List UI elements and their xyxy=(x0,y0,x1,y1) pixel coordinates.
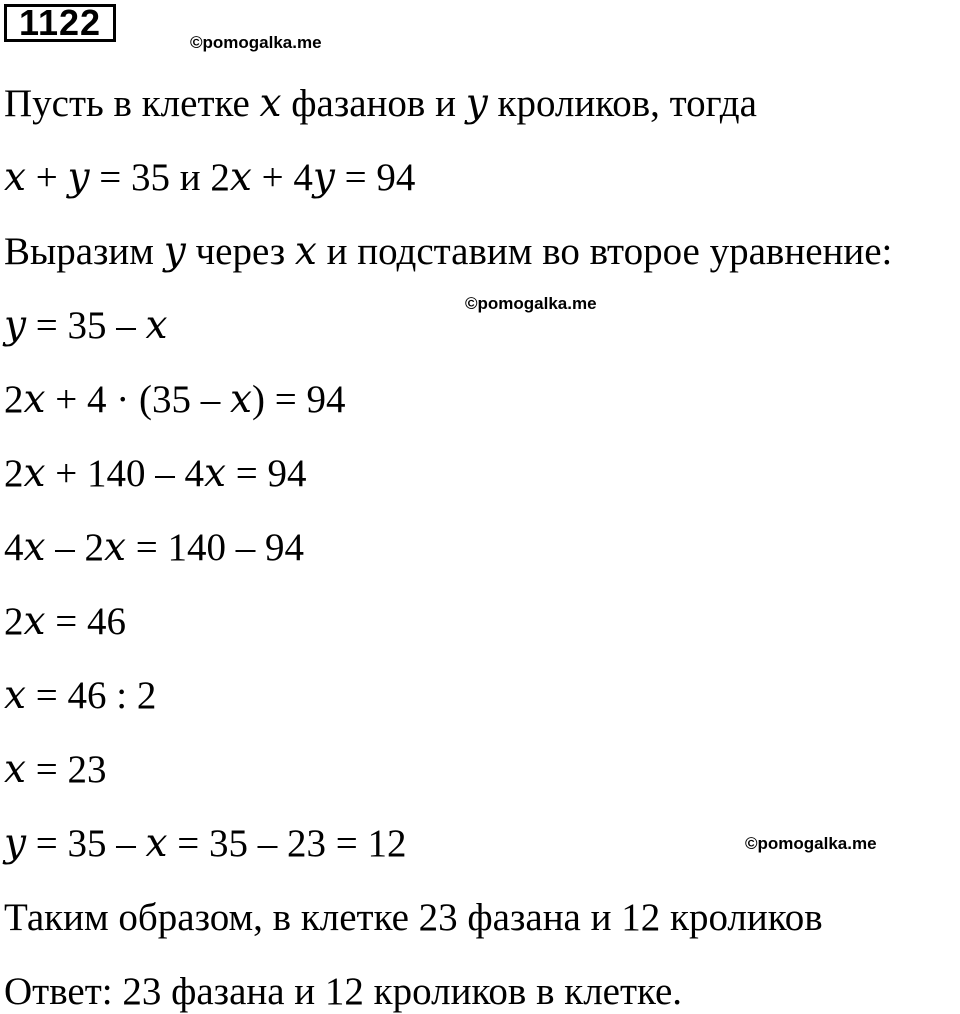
solution-line-rearrange: 4𝑥 – 2𝑥 = 140 – 94 xyxy=(4,526,304,569)
solution-line-intro: Пусть в клетке 𝑥 фазанов и 𝑦 кроликов, тогда xyxy=(4,82,757,125)
solution-line-expand: 2𝑥 + 140 – 4𝑥 = 94 xyxy=(4,452,307,495)
solution-line-method: Выразим 𝑦 через 𝑥 и подставим во второе уравнение: xyxy=(4,230,893,273)
solution-line-x-value: 𝑥 = 23 xyxy=(4,748,107,791)
problem-number: 1122 xyxy=(4,4,116,42)
solution-line-y-value: 𝑦 = 35 – 𝑥 = 35 – 23 = 12 xyxy=(4,822,407,865)
watermark: ©pomogalka.me xyxy=(745,834,877,853)
solution-line-conclusion: Таким образом, в клетке 23 фазана и 12 кроликов xyxy=(4,896,823,939)
solution-line-simplify: 2𝑥 = 46 xyxy=(4,600,126,643)
solution-line-system: 𝑥 + 𝑦 = 35 и 2𝑥 + 4𝑦 = 94 xyxy=(4,156,416,199)
solution-line-substitute: 2𝑥 + 4 · (35 – 𝑥) = 94 xyxy=(4,378,346,421)
solution-line-express-y: 𝑦 = 35 – 𝑥 xyxy=(4,304,168,347)
solution-line-divide: 𝑥 = 46 : 2 xyxy=(4,674,157,717)
watermark: ©pomogalka.me xyxy=(190,33,322,52)
watermark: ©pomogalka.me xyxy=(465,294,597,313)
solution-line-answer: Ответ: 23 фазана и 12 кроликов в клетке. xyxy=(4,970,683,1013)
